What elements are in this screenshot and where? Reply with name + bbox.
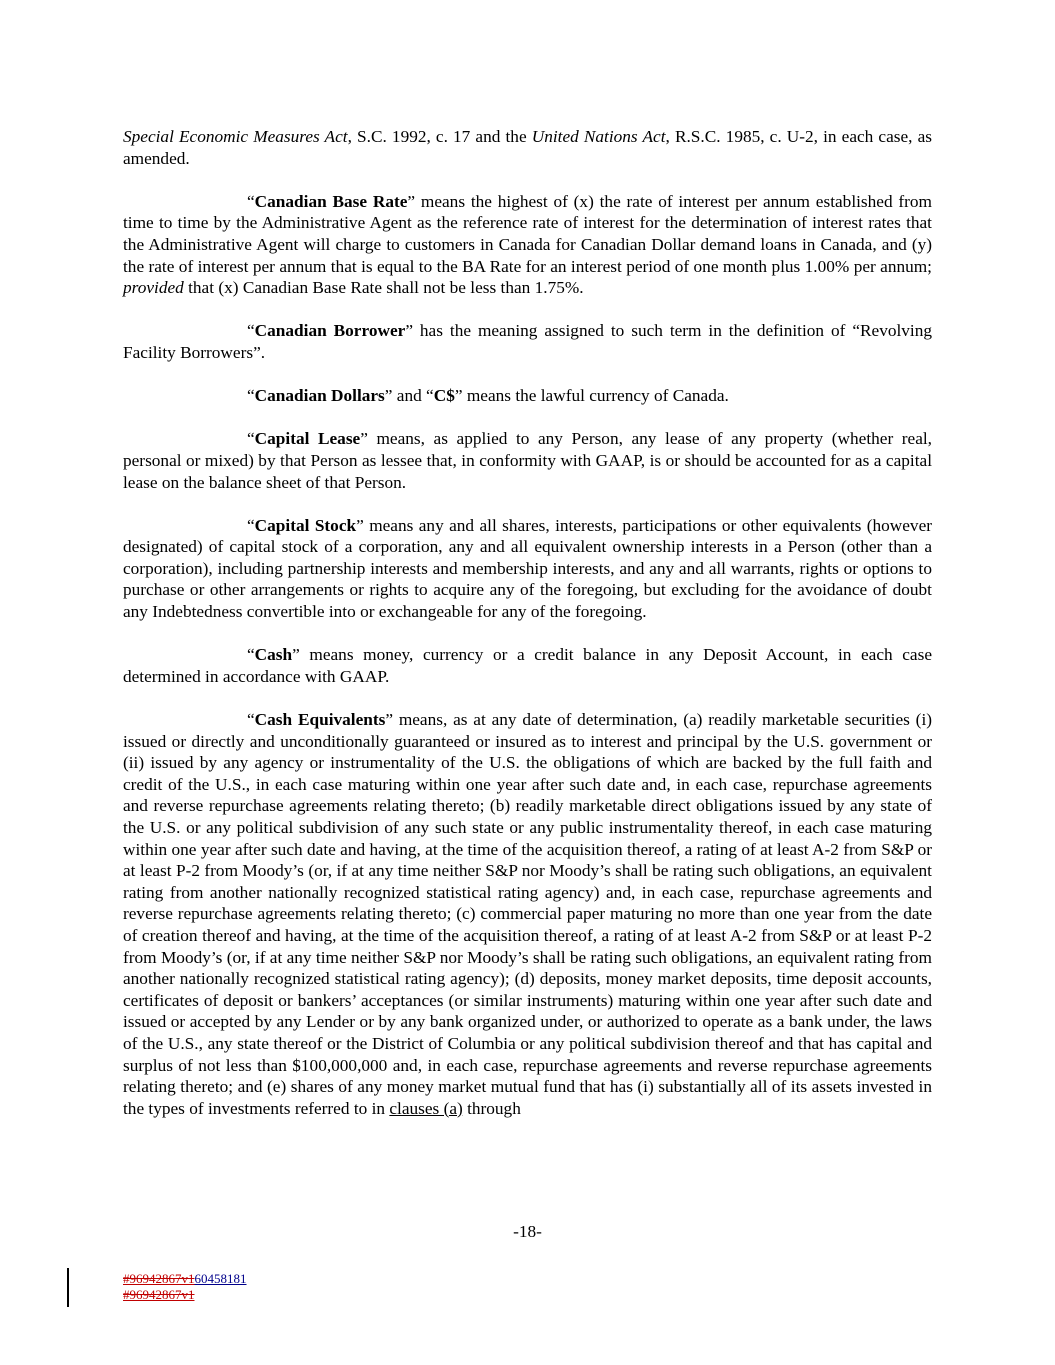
text-run: ” means, as at any date of determination, (a) readily marketable securities (i) issued or directly and unconditionally guaranteed or insured as to interest and principal by the U.S. government or (ii) issued by any agency or instrumentality of the U.S. the obligations of which are backed by the full faith and credit of the U.S., in each case maturing within one year after such date and, in each case, repurchase agreements and reverse repurchase agreements relating thereto; (b) readily marketable direct obligations issued by any state of the U.S. or any political subdivision of any such state or any public instrumentality thereof, in each case maturing within one year after such date and having, at the time of the acquisition thereof, a rating of at least A-2 from S&P or at least P-2 from Moody’s (or, if at any time neither S&P nor Moody’s shall be rating such obligations, an equivalent rating from another nationally recognized statistical rating agency) and, in each case, repurchase agreements and reverse repurchase agreements relating thereto; (c) commercial paper maturing no more than one year from the date of creation thereof and having, at the time of the acquisition thereof, a rating of at least A-2 from S&P or at least P-2 from Moody’s (or, if at any time neither S&P nor Moody’s shall be rating such obligations, an equivalent rating from another nationally recognized statistical rating agency); (d) deposits, money market deposits, time deposit accounts, certificates of deposit or bankers’ acceptances (or similar instruments) maturing within one year after such date and issued or accepted by any Lender or by any bank organized under, or authorized to operate as a bank under, the laws of the U.S., any state thereof or the District of Columbia or any political subdivision thereof and that has capital and surplus of not less than $100,000,000 and, in each case, repurchase agreements and reverse repurchase agreements relating thereto; and (e) shares of any money market mutual fund that has (i) substantially all of its assets invested in the types of investments referred to in [123,710,932,1118]
paragraph [123,126,932,169]
paragraph [123,709,932,1119]
change-bar [67,1268,69,1307]
text-run: , R.S.C. 1985, c. U-2, in each case, as amended. [123,127,932,168]
text-run: “ [247,429,255,449]
doc-id-inserted: 60458181 [194,1271,247,1286]
defined-term: C$ [433,386,455,406]
defined-term: Cash [254,645,293,665]
text-run: “ [247,710,255,730]
text-run: “ [247,515,255,535]
defined-term: Canadian Dollars [254,386,385,406]
doc-id-line [123,1287,247,1303]
defined-term: Canadian Borrower [254,321,406,341]
document-body [123,126,932,1141]
paragraph [123,385,932,407]
text-run: “ [247,191,255,211]
text-run: , S.C. 1992, c. 17 and the [347,127,532,146]
defined-term: Canadian Base Rate [254,191,408,211]
paragraph [123,320,932,363]
paragraph [123,515,932,623]
paragraph [123,191,932,299]
paragraph [123,644,932,687]
text-run: ” and “ [384,386,434,406]
text-run: ” means the highest of (x) the rate of interest per annum established from time to time by the Administrative Agent as the reference rate of interest for the determination of interest rates that the Administrative Agent will charge to customers in Canada for Canadian Dollar demand loans in Canada, and (y) the rate of interest per annum that is equal to the BA Rate for an interest period of one month plus 1.00% per annum; [123,191,932,276]
text-run: United Nations Act [531,127,666,146]
doc-id-deleted: #96942867v1 [123,1287,195,1302]
defined-term: Capital Stock [254,515,357,535]
defined-term: Cash Equivalents [254,710,386,730]
text-run: “ [247,321,255,341]
text-run: ” means any and all shares, interests, participations or other equivalents (however designated) of capital stock of a corporation, any and all equivalent ownership interests in a Person (other than a corporation), including partnership interests and membership interests, and any and all warrants, rights or options to purchase or other arrangements or rights to acquire any of the foregoing, but excluding for the avoidance of doubt any Indebtedness convertible into or exchangeable for any of the foregoing. [123,515,932,622]
text-run: “ [247,645,255,665]
paragraph [123,428,932,493]
doc-id-line [123,1271,247,1287]
text-run: ” means, as applied to any Person, any lease of any property (whether real, personal or mixed) by that Person as lessee that, in conformity with GAAP, is or should be accounted for as a capital lease on the balance sheet of that Person. [123,429,933,492]
doc-id-deleted: #96942867v1 [123,1271,195,1286]
defined-term: Capital Lease [254,429,361,449]
text-run: ” means the lawful currency of Canada. [454,386,729,406]
text-run: clauses (a) [389,1098,463,1118]
text-run: through [462,1098,521,1118]
text-run: “ [247,386,255,406]
text-run: ” has the meaning assigned to such term in the definition of “Revolving Facility Borrowers”. [123,321,932,362]
text-run: ” means money, currency or a credit balance in any Deposit Account, in each case determined in accordance with GAAP. [123,645,932,686]
text-run: Special Economic Measures Act [123,127,348,146]
doc-id-block [123,1271,247,1303]
page-number: -18- [513,1222,542,1241]
text-run: that (x) Canadian Base Rate shall not be less than 1.75%. [183,278,584,298]
text-run: provided [123,278,184,298]
